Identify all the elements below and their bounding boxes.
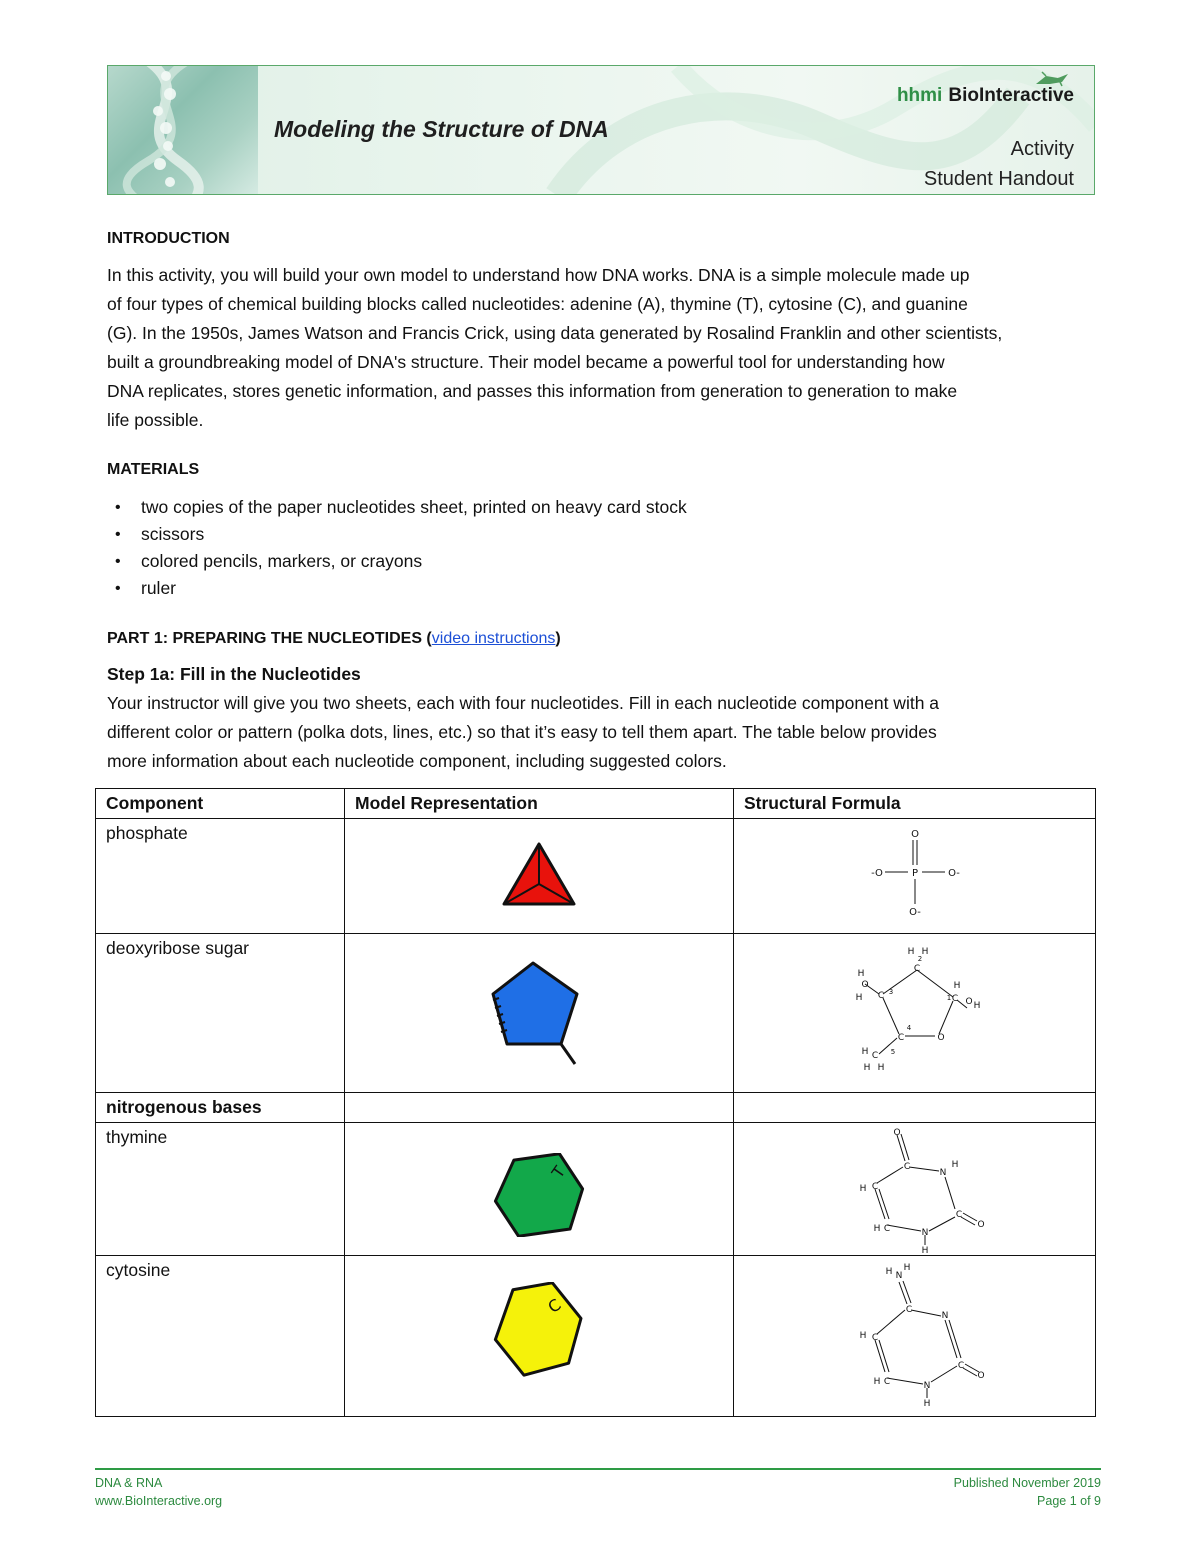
formula-atom: H	[855, 993, 862, 1003]
table-header-row	[96, 789, 1096, 819]
materials-list	[107, 494, 687, 602]
step-line: different color or pattern (polka dots, lines, etc.) so that it’s easy to tell them apart. The table below provides	[107, 722, 937, 742]
nucleotide-components-table	[95, 788, 1096, 1417]
formula-atom: H	[973, 1001, 980, 1011]
table-section-row	[96, 1093, 1096, 1123]
formula-atom: C	[951, 994, 958, 1004]
footer-website[interactable]: www.BioInteractive.org	[95, 1494, 223, 1508]
formula-atom: C	[883, 1224, 890, 1234]
formula-atom: H	[863, 1063, 870, 1073]
formula-atom: H	[907, 947, 914, 957]
intro-line: (G). In the 1950s, James Watson and Francis Crick, using data generated by Rosalind Franklin and other scientists,	[107, 323, 1003, 343]
formula-atom: O	[976, 1371, 985, 1381]
phosphate-formula	[860, 827, 970, 917]
formula-atom: N	[923, 1381, 930, 1391]
formula-atom: H	[873, 1224, 880, 1234]
table-row	[96, 1256, 1096, 1417]
cytosine-hexagon-icon	[490, 1282, 588, 1378]
formula-atom: O-	[908, 907, 921, 917]
formula-atom: O	[936, 1033, 945, 1043]
step-1a-title: Step 1a: Fill in the Nucleotides	[107, 664, 361, 684]
model-representation-cell	[345, 819, 734, 934]
table-row	[96, 934, 1096, 1093]
document-type: Activity	[1010, 138, 1074, 160]
intro-line: DNA replicates, stores genetic information, and passes this information from generation to generation to make	[107, 381, 958, 401]
formula-atom: H	[921, 1246, 928, 1255]
intro-line: of four types of chemical building blocks called nucleotides: adenine (A), thymine (T), cytosine (C), and guanine	[107, 294, 968, 314]
column-header: Model Representation	[345, 789, 734, 819]
formula-atom: N	[939, 1168, 946, 1178]
part1-heading-text: PART 1: PREPARING THE NUCLEOTIDES (	[107, 630, 432, 647]
intro-line: In this activity, you will build your own model to understand how DNA works. DNA is a simple molecule made up	[107, 265, 970, 285]
intro-line: built a groundbreaking model of DNA's structure. Their model became a powerful tool for understanding how	[107, 352, 945, 372]
phosphate-triangle-icon	[501, 841, 577, 907]
formula-atom: H	[921, 947, 928, 957]
list-item: • colored pencils, markers, or crayons	[107, 548, 687, 575]
structural-formula-cell	[734, 934, 1096, 1093]
section-label: nitrogenous bases	[96, 1093, 345, 1123]
empty-cell	[734, 1093, 1096, 1123]
structural-formula-cell	[734, 1123, 1096, 1256]
component-name: cytosine	[96, 1256, 345, 1417]
formula-atom: H	[951, 1160, 958, 1170]
list-item: • two copies of the paper nucleotides sheet, printed on heavy card stock	[107, 494, 687, 521]
list-item: • scissors	[107, 521, 687, 548]
deoxyribose-formula	[845, 942, 985, 1078]
formula-atom: O	[976, 1220, 985, 1230]
formula-atom: H	[877, 1063, 884, 1073]
model-representation-cell	[345, 1123, 734, 1256]
formula-atom: C	[871, 1333, 878, 1343]
formula-atom: N	[921, 1228, 928, 1238]
formula-atom: N	[941, 1311, 948, 1321]
video-instructions-link[interactable]: video instructions	[431, 630, 556, 647]
formula-atom: H	[859, 1184, 866, 1194]
formula-atom: H	[885, 1267, 892, 1277]
carbon-number: 5	[890, 1048, 895, 1056]
materials-heading: MATERIALS	[107, 461, 200, 478]
formula-atom: H	[873, 1377, 880, 1387]
formula-atom: O	[892, 1128, 901, 1138]
formula-atom: P	[911, 868, 918, 879]
dna-helix-image	[108, 66, 258, 195]
structural-formula-cell	[734, 1256, 1096, 1417]
component-name: phosphate	[96, 819, 345, 934]
table-row	[96, 1123, 1096, 1256]
formula-atom: N	[895, 1271, 902, 1281]
step-line: Your instructor will give you two sheets, each with four nucleotides. Fill in each nucleotide component with a	[107, 693, 940, 713]
formula-atom: O	[860, 980, 869, 990]
formula-atom: O-	[947, 868, 960, 879]
model-representation-cell	[345, 934, 734, 1093]
header-banner	[107, 65, 1095, 195]
formula-atom: C	[903, 1162, 910, 1172]
carbon-number: 2	[917, 955, 922, 963]
component-name: thymine	[96, 1123, 345, 1256]
cytosine-formula	[845, 1262, 985, 1408]
deoxyribose-pentagon-icon	[489, 960, 589, 1070]
brand-hhmi: hhmi	[896, 85, 943, 106]
footer-divider	[95, 1468, 1101, 1470]
formula-atom: -O	[870, 868, 883, 879]
carbon-number: 4	[906, 1024, 911, 1032]
formula-atom: H	[857, 969, 864, 979]
empty-cell	[345, 1093, 734, 1123]
column-header: Component	[96, 789, 345, 819]
formula-atom: O	[964, 997, 973, 1007]
list-item: • ruler	[107, 575, 687, 602]
column-header: Structural Formula	[734, 789, 1096, 819]
step-1a-text	[107, 689, 1097, 776]
formula-atom: C	[913, 964, 920, 974]
introduction-heading: INTRODUCTION	[107, 230, 230, 247]
model-representation-cell	[345, 1256, 734, 1417]
structural-formula-cell	[734, 819, 1096, 934]
base-letter: C	[544, 1294, 565, 1317]
formula-atom: H	[861, 1047, 868, 1057]
document-audience: Student Handout	[923, 168, 1074, 190]
base-letter: T	[547, 1162, 570, 1182]
introduction-text	[107, 261, 1097, 435]
table-row	[96, 819, 1096, 934]
formula-atom: H	[953, 981, 960, 991]
thymine-hexagon-icon	[491, 1153, 587, 1237]
footer-unit: DNA & RNA	[95, 1476, 163, 1490]
formula-atom: H	[859, 1331, 866, 1341]
formula-atom: C	[905, 1305, 912, 1315]
component-name: deoxyribose sugar	[96, 934, 345, 1093]
brand-logo	[897, 85, 1074, 107]
thymine-formula	[845, 1127, 985, 1255]
formula-atom: C	[871, 1051, 878, 1061]
formula-atom: C	[897, 1033, 904, 1043]
part1-heading	[107, 630, 561, 648]
formula-atom: C	[883, 1377, 890, 1387]
formula-atom: H	[923, 1399, 930, 1408]
carbon-number: 3	[888, 988, 893, 996]
formula-atom: O	[910, 829, 919, 840]
formula-atom: C	[871, 1182, 878, 1192]
footer-published-date: Published November 2019	[953, 1476, 1101, 1490]
part1-heading-end: )	[555, 630, 561, 647]
formula-atom: C	[957, 1361, 964, 1371]
step-line: more information about each nucleotide component, including suggested colors.	[107, 751, 727, 771]
formula-atom: C	[877, 991, 884, 1001]
formula-atom: C	[955, 1210, 962, 1220]
brand-biointeractive: BioInteractive	[948, 85, 1074, 106]
formula-atom: H	[903, 1263, 910, 1273]
intro-line: life possible.	[107, 410, 204, 430]
document-title: Modeling the Structure of DNA	[274, 116, 609, 142]
footer-page-number: Page 1 of 9	[1037, 1494, 1101, 1508]
carbon-number: 1	[946, 994, 951, 1002]
